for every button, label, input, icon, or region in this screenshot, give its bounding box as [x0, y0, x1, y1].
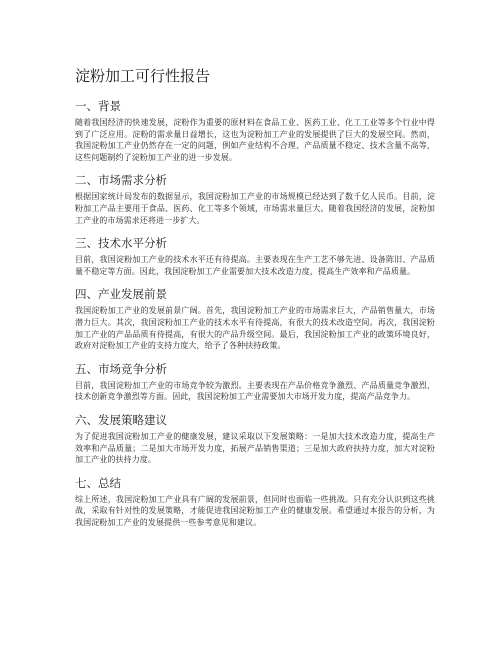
section-industry-prospects [75, 287, 435, 351]
section-heading: 七、总结 [75, 475, 121, 490]
section-paragraph: 根据国家统计局发布的数据显示，我国淀粉加工产业的市场规模已经达到了数千亿人民币。目前，淀粉加工产品主要用于食品、医药、化工等多个领域，市场需求量巨大。随着我国经济的发展，淀粉加工产业的市场需求还将进一步扩大。 [75, 192, 435, 225]
section-paragraph: 为了促进我国淀粉加工产业的健康发展，建议采取以下发展策略：一是加大技术改造力度，提高生产效率和产品质量；二是加大市场开发力度，拓展产品销售渠道；三是加大政府扶持力度，加大对淀粉加工产业的扶持力度。 [75, 431, 435, 465]
section-market-demand [75, 173, 435, 226]
document-title: 淀粉加工可行性报告 [75, 67, 211, 85]
section-paragraph: 综上所述，我国淀粉加工产业具有广阔的发展前景，但同时也面临一些挑战。只有充分认识到这些挑战，采取有针对性的发展策略，才能促进我国淀粉加工产业的健康发展。希望通过本报告的分析，为我国淀粉加工产业的发展提供一些参考意见和建议。 [75, 494, 435, 527]
section-paragraph: 我国淀粉加工产业的发展前景广阔。首先，我国淀粉加工产业的市场需求巨大，产品销售量大，市场潜力巨大。其次，我国淀粉加工产业的技术水平有待提高，有很大的技术改造空间。再次，我国淀粉加工产业的产品品质有待提高，有很大的产品升级空间。最后，我国淀粉加工产业的政策环境良好，政府对淀粉加工产业的支持力度大，给予了各种扶持政策。 [75, 306, 435, 351]
document-page [75, 66, 435, 538]
section-competition [75, 362, 435, 403]
section-summary [75, 476, 435, 529]
section-heading: 五、市场竞争分析 [75, 361, 167, 376]
section-heading: 一、背景 [75, 99, 121, 113]
section-paragraph: 目前，我国淀粉加工产业的技术水平还有待提高。主要表现在生产工艺不够先进、设备陈旧、产品质量不稳定等方面。因此，我国淀粉加工产业需要加大技术改造力度，提高生产效率和产品质量。 [75, 255, 435, 276]
section-strategy [75, 413, 435, 466]
section-paragraph: 随着我国经济的快速发展，淀粉作为重要的原材料在食品工业、医药工业、化工工业等多个行业中得到了广泛应用。淀粉的需求量日益增长，这也为淀粉加工产业的发展提供了巨大的发展空间。然而，我国淀粉加工产业仍然存在一定的问题，例如产业结构不合理、产品质量不稳定、技术含量不高等，这些问题制约了淀粉加工产业的进一步发展。 [75, 118, 435, 162]
section-paragraph: 目前，我国淀粉加工产业的市场竞争较为激烈。主要表现在产品价格竞争激烈、产品质量竞争激烈、技术创新竞争激烈等方面。因此，我国淀粉加工产业需要加大市场开发力度，提高产品竞争力。 [75, 380, 435, 402]
section-heading: 六、发展策略建议 [75, 412, 167, 427]
section-technology-level [75, 236, 435, 277]
section-heading: 四、产业发展前景 [75, 287, 167, 302]
section-heading: 二、市场需求分析 [75, 173, 167, 188]
section-heading: 三、技术水平分析 [75, 236, 167, 251]
section-background [75, 99, 435, 163]
